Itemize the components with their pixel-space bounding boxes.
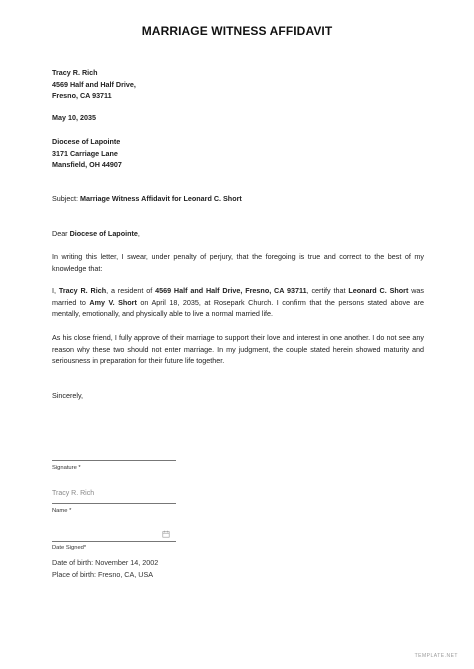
recipient-address-line1: 3171 Carriage Lane: [52, 148, 118, 158]
birth-date: Date of birth: November 14, 2002: [52, 558, 159, 567]
salutation-name: Diocese of Lapointe: [69, 229, 138, 238]
signature-line[interactable]: [52, 460, 176, 461]
para2-text-2: , a resident of: [106, 286, 156, 295]
subject-text: Marriage Witness Affidavit for Leonard C. Short: [79, 194, 242, 203]
watermark-logo: TEMPLATE.NET: [414, 653, 458, 659]
document-title: MARRIAGE WITNESS AFFIDAVIT: [141, 24, 333, 38]
closing: Sincerely,: [52, 391, 84, 400]
salutation-prefix: Dear: [52, 229, 70, 238]
para2-text-1: I,: [52, 286, 59, 295]
para2-text-5: on April 18, 2035, at Rosepark Church. I confirm that the persons stated above are mentally, emotionally, and physically able to live a normal married life.: [52, 297, 425, 319]
sender-address-line1: 4569 Half and Half Drive,: [52, 79, 136, 89]
sender-block: [52, 67, 136, 102]
salutation-suffix: ,: [137, 229, 140, 238]
date-signed-line[interactable]: [52, 541, 176, 542]
name-line[interactable]: [52, 503, 176, 504]
recipient-address-line2: Mansfield, OH 44907: [52, 160, 122, 170]
calendar-icon[interactable]: [162, 530, 170, 538]
sender-address-line2: Fresno, CA 93711: [52, 91, 112, 101]
name-field-value[interactable]: Tracy R. Rich: [52, 490, 95, 497]
birth-place: Place of birth: Fresno, CA, USA: [52, 570, 154, 579]
bride-name: Amy V. Short: [89, 297, 137, 307]
name-label: Name *: [52, 508, 72, 514]
date-signed-label: Date Signed*: [52, 545, 87, 551]
subject-line: [52, 193, 242, 205]
sender-name: Tracy R. Rich: [52, 68, 98, 77]
signature-label: Signature *: [52, 465, 81, 471]
paragraph-oath: In writing this letter, I swear, under penalty of perjury, that the foregoing is true and correct to the best of my knowledge that:: [52, 252, 424, 273]
witness-address: 4569 Half and Half Drive, Fresno, CA 93711: [155, 286, 307, 295]
para2-text-3: , certify that: [306, 286, 349, 295]
groom-name: Leonard C. Short: [348, 286, 409, 295]
recipient-block: [52, 136, 122, 171]
recipient-name: Diocese of Lapointe: [52, 137, 121, 146]
paragraph-approval: As his close friend, I fully approve of their marriage to support their love and interest in one another. I do not see any reason why these two should not enter marriage. In my judgment, the couple stated herein showed maturity and seriousness in preparation for their future life together.: [52, 333, 424, 366]
letter-date: May 10, 2035: [52, 113, 96, 122]
salutation: [52, 228, 140, 240]
witness-name: Tracy R. Rich: [58, 286, 107, 295]
subject-prefix: Subject:: [52, 194, 80, 203]
paragraph-certification: [52, 285, 424, 320]
para2-text-4: was married to: [52, 286, 424, 307]
